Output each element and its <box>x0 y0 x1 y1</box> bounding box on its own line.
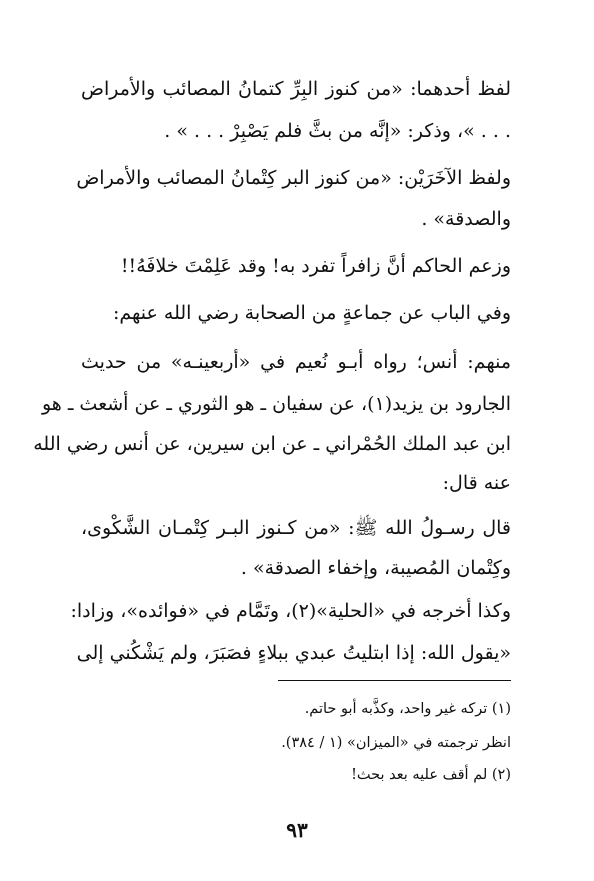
body-line-10: عنه قال: <box>442 472 511 494</box>
footnote-1-continuation: انظر ترجمته في «الميزان» (١ / ٣٨٤). <box>281 735 511 751</box>
body-line-12: وكِتْمان المُصيبة، وإخفاء الصدقة» . <box>240 557 511 579</box>
body-line-9: ابن عبد الملك الحُمْراني ـ عن ابن سيرين، عن أنس رضي الله <box>33 433 511 455</box>
body-line-3: ولفظ الآخَرَيْن: «من كنوز البر كِتْمانُ المصائب والأمراض <box>76 167 511 189</box>
body-line-4: والصدقة» . <box>421 208 511 230</box>
body-line-11: قال رسـولُ الله ﷺ: «من كـنوز البـر كِتْمـان الشَّكْوى، <box>81 517 511 539</box>
body-line-2: . . . »، وذكر: «إنَّه من بثَّ فلم يَصْبِرْ . . . » . <box>164 120 511 142</box>
footnote-2: (٢) لم أقف عليه بعد بحث! <box>351 767 511 783</box>
body-line-13: وكذا أخرجه في «الحلية»(٢)، وتَمَّام في «فوائده»، وزادا: <box>70 600 511 622</box>
page-number: ٩٣ <box>286 818 308 842</box>
body-line-6: وفي الباب عن جماعةٍ من الصحابة رضي الله عنهم: <box>112 302 511 324</box>
footnote-1: (١) تركه غير واحد، وكذَّبه أبو حاتم. <box>304 701 511 717</box>
body-line-1: لفظ أحدهما: «من كنوز البِرِّ كتمانُ المصائب والأمراض <box>81 78 511 100</box>
body-line-14: «يقول الله: إذا ابتليتُ عبدي ببلاءٍ فصَبَرَ، ولم يَشْكُني إلى <box>76 642 511 664</box>
footnote-separator <box>278 680 511 681</box>
body-line-8: الجارود بن يزيد(١)، عن سفيان ـ هو الثوري ـ عن أشعث ـ هو <box>41 393 511 415</box>
body-line-5: وزعم الحاكم أنَّ زافراً تفرد به! وقد عَلِمْتَ خلافَهُ!! <box>120 255 511 277</box>
body-line-7: منهم: أنس؛ رواه أبـو نُعيم في «أربعينـه» من حديث <box>81 351 511 373</box>
